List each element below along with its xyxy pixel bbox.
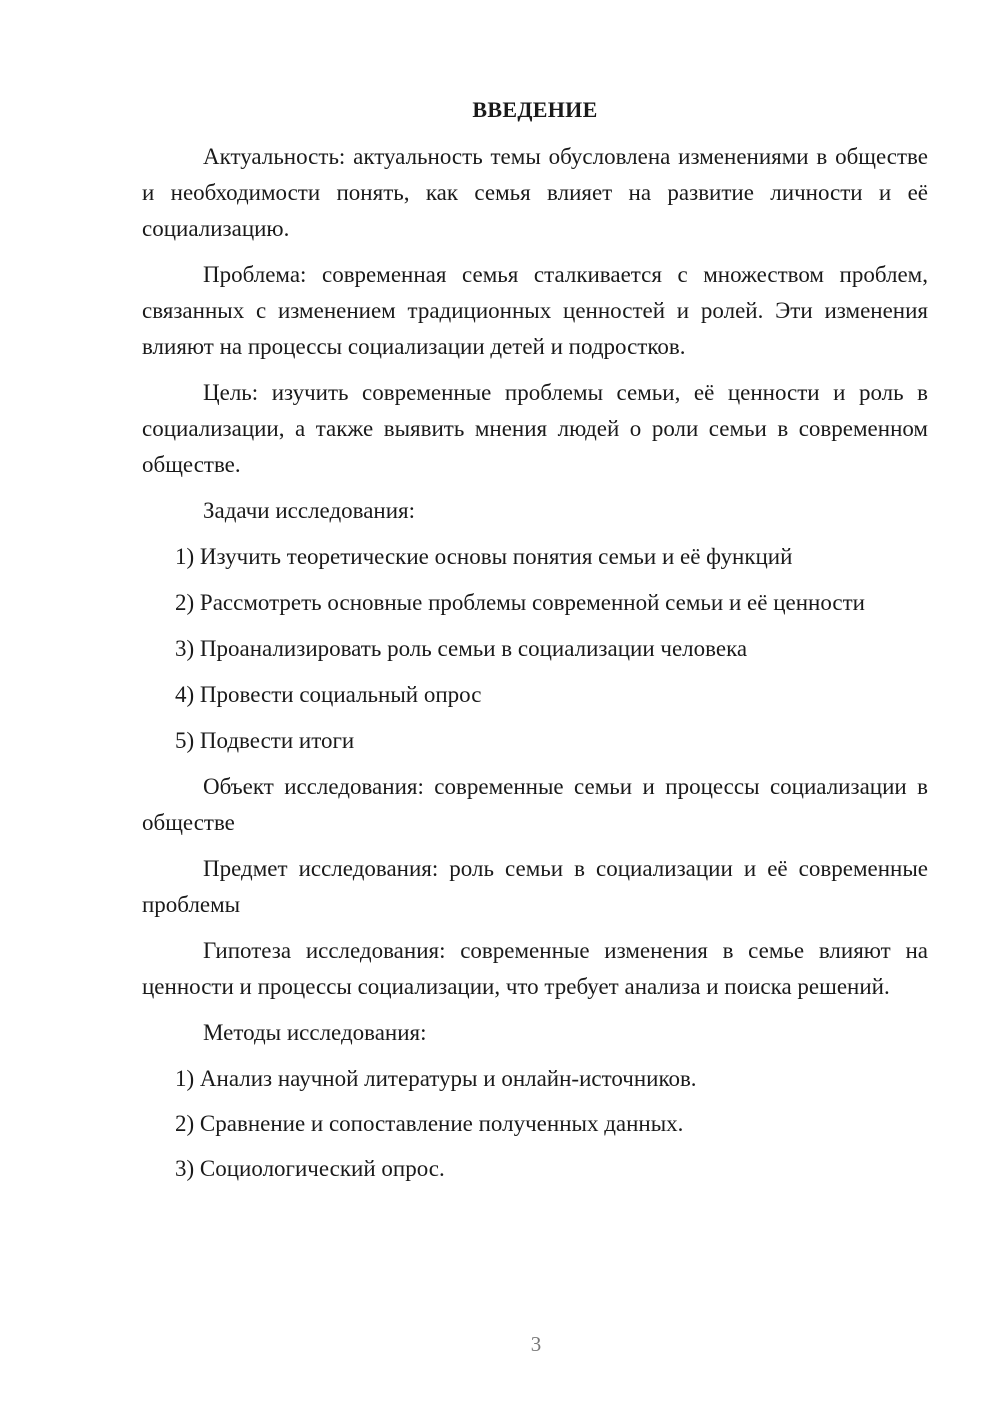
section-heading: ВВЕДЕНИЕ [472,97,598,122]
list-item: 1) Изучить теоретические основы понятия семьи и её функций [175,544,793,569]
hypothesis-paragraph: Гипотеза исследования: современные изменения в семье влияют на ценности и процессы социализации, что требует анализа и поиска решений. [142,938,928,999]
list-item: 5) Подвести итоги [175,728,355,753]
list-item: 3) Социологический опрос. [175,1156,445,1181]
list-item: 1) Анализ научной литературы и онлайн-источников. [175,1066,697,1091]
object-paragraph: Объект исследования: современные семьи и процессы социализации в обществе [142,774,928,835]
methods-list [142,1061,928,1187]
problem-paragraph: Проблема: современная семья сталкивается с множеством проблем, связанных с изменением традиционных ценностей и ролей. Эти изменения влияют на процессы социализации детей и подростков. [142,262,928,359]
list-item: 2) Рассмотреть основные проблемы современной семьи и её ценности [175,590,865,615]
subject-paragraph: Предмет исследования: роль семьи в социализации и её современные проблемы [142,856,928,917]
tasks-title: Задачи исследования: [203,498,416,523]
list-item: 4) Провести социальный опрос [175,682,482,707]
list-item: 3) Проанализировать роль семьи в социализации человека [175,636,748,661]
document-body [142,95,928,1197]
methods-title: Методы исследования: [203,1020,427,1045]
goal-paragraph: Цель: изучить современные проблемы семьи, её ценности и роль в социализации, а также выявить мнения людей о роли семьи в современном обществе. [142,380,928,477]
relevance-paragraph: Актуальность: актуальность темы обусловлена изменениями в обществе и необходимости понять, как семья влияет на развитие личности и её социализацию. [142,144,928,241]
tasks-list [142,539,928,759]
page-number: 3 [530,1332,542,1356]
list-item: 2) Сравнение и сопоставление полученных данных. [175,1111,684,1136]
